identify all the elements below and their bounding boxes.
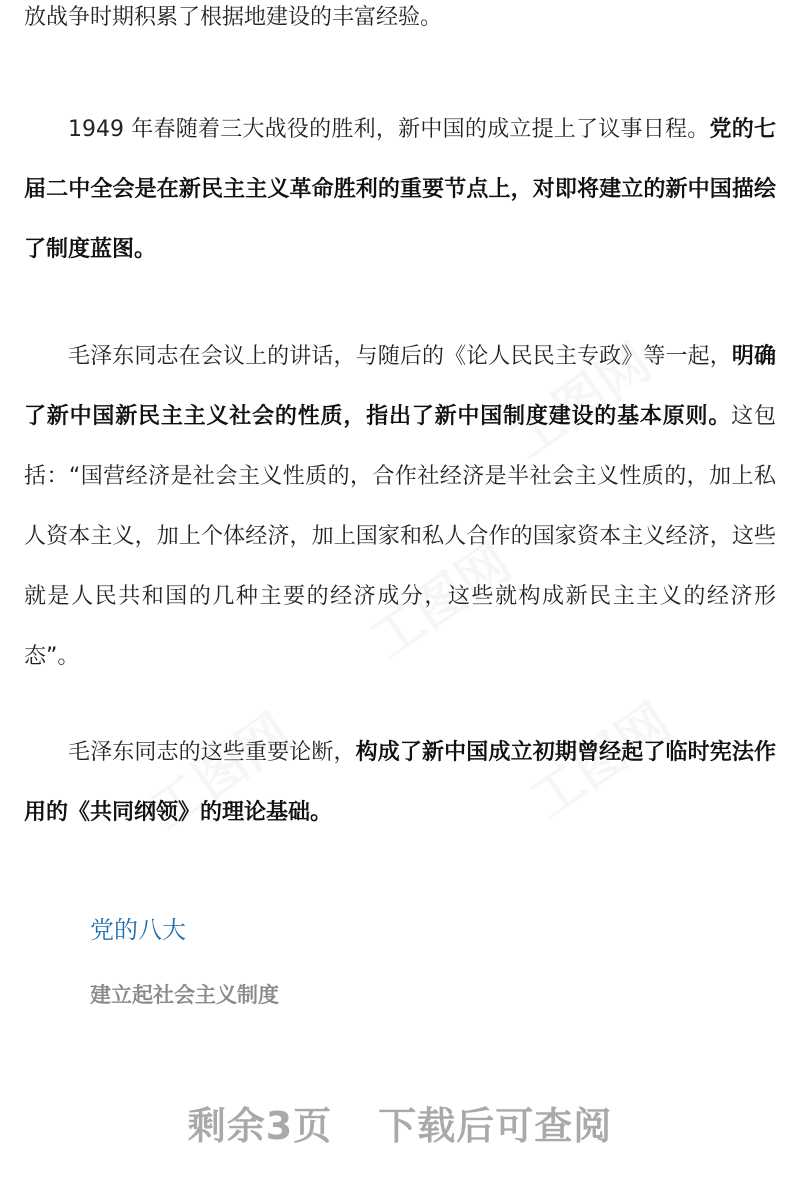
section-title: 党的八大: [90, 916, 186, 944]
paragraph-bold-text: 明确了新中国新民主主义社会的性质，指出了新中国制度建设的基本原则。: [24, 344, 776, 429]
paragraph: [24, 100, 776, 280]
paragraph-text: 1949 年春随着三大战役的胜利，新中国的成立提上了议事日程。: [68, 117, 710, 142]
remaining-pages-text: 剩余3页: [187, 1104, 333, 1148]
paragraph: [24, 327, 776, 687]
section-subtitle: 建立起社会主义制度: [90, 983, 279, 1007]
paragraph-text: 这包括：“国营经济是社会主义性质的，合作社经济是半社会主义性质的，加上私人资本主义，加上个体经济，加上国家和私人合作的国家资本主义经济，这些就是人民共和国的几种主要的经济成分，这些就构成新民主主义的经济形态”。: [24, 404, 776, 669]
paragraph-bold-text: 党的七届二中全会是在新民主主义革命胜利的重要节点上，对即将建立的新中国描绘了制度蓝图。: [24, 117, 776, 262]
download-prompt[interactable]: [0, 1098, 800, 1154]
paragraph: [24, 723, 776, 843]
paragraph-bold-text: 构成了新中国成立初期曾经起了临时宪法作用的《共同纲领》的理论基础。: [24, 740, 776, 825]
download-to-view-text: 下载后可查阅: [378, 1104, 613, 1148]
paragraph-text: 毛泽东同志在会议上的讲话，与随后的《论人民民主专政》等一起，: [68, 344, 732, 369]
paragraph-text: 放战争时期积累了根据地建设的丰富经验。: [24, 5, 443, 30]
paragraph-text: 毛泽东同志的这些重要论断，: [68, 740, 356, 765]
paragraph: [24, 0, 776, 48]
